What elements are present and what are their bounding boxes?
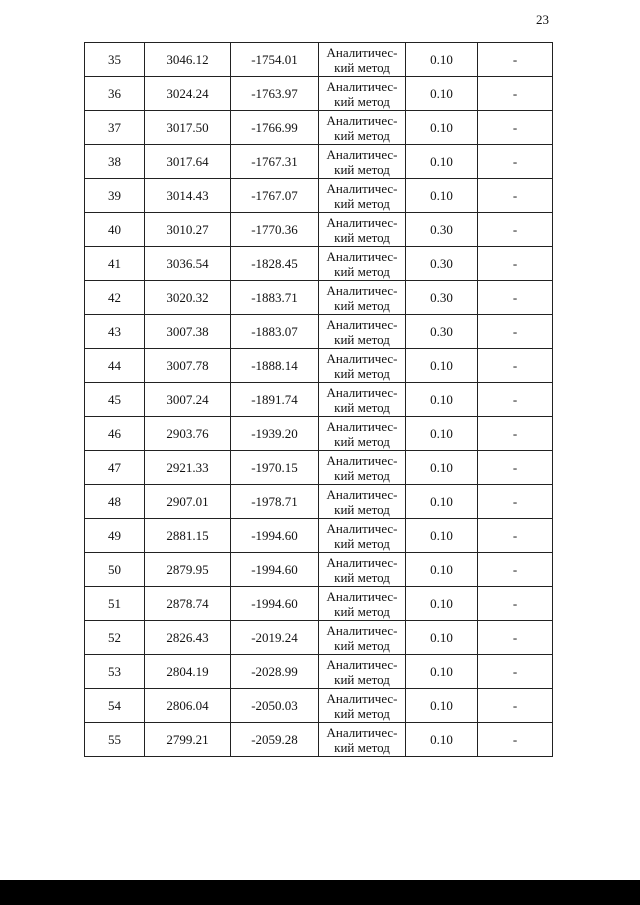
y-coordinate-cell: -1754.01 — [231, 43, 319, 77]
x-coordinate-cell: 2907.01 — [145, 485, 231, 519]
x-coordinate-cell: 2903.76 — [145, 417, 231, 451]
x-coordinate-cell: 3007.38 — [145, 315, 231, 349]
point-number-cell: 48 — [85, 485, 145, 519]
accuracy-cell: 0.10 — [406, 349, 478, 383]
y-coordinate-cell: -1828.45 — [231, 247, 319, 281]
point-number-cell: 52 — [85, 621, 145, 655]
accuracy-cell: 0.10 — [406, 587, 478, 621]
y-coordinate-cell: -2028.99 — [231, 655, 319, 689]
note-cell: - — [478, 621, 553, 655]
table-row — [85, 315, 553, 349]
table-body — [85, 43, 553, 757]
accuracy-cell: 0.10 — [406, 723, 478, 757]
method-cell: Аналитичес- кий метод — [319, 111, 406, 145]
table-row — [85, 383, 553, 417]
x-coordinate-cell: 3007.78 — [145, 349, 231, 383]
accuracy-cell: 0.10 — [406, 451, 478, 485]
note-cell: - — [478, 213, 553, 247]
table-row — [85, 587, 553, 621]
point-number-cell: 54 — [85, 689, 145, 723]
point-number-cell: 38 — [85, 145, 145, 179]
note-cell: - — [478, 417, 553, 451]
y-coordinate-cell: -1939.20 — [231, 417, 319, 451]
x-coordinate-cell: 3010.27 — [145, 213, 231, 247]
note-cell: - — [478, 655, 553, 689]
method-cell: Аналитичес- кий метод — [319, 315, 406, 349]
y-coordinate-cell: -1766.99 — [231, 111, 319, 145]
point-number-cell: 50 — [85, 553, 145, 587]
y-coordinate-cell: -1763.97 — [231, 77, 319, 111]
x-coordinate-cell: 2879.95 — [145, 553, 231, 587]
accuracy-cell: 0.10 — [406, 179, 478, 213]
note-cell: - — [478, 247, 553, 281]
x-coordinate-cell: 2826.43 — [145, 621, 231, 655]
note-cell: - — [478, 519, 553, 553]
note-cell: - — [478, 485, 553, 519]
table-row — [85, 43, 553, 77]
y-coordinate-cell: -1767.07 — [231, 179, 319, 213]
point-number-cell: 37 — [85, 111, 145, 145]
accuracy-cell: 0.10 — [406, 43, 478, 77]
point-number-cell: 36 — [85, 77, 145, 111]
accuracy-cell: 0.10 — [406, 689, 478, 723]
note-cell: - — [478, 281, 553, 315]
accuracy-cell: 0.10 — [406, 417, 478, 451]
accuracy-cell: 0.10 — [406, 383, 478, 417]
note-cell: - — [478, 451, 553, 485]
point-number-cell: 49 — [85, 519, 145, 553]
accuracy-cell: 0.10 — [406, 145, 478, 179]
note-cell: - — [478, 349, 553, 383]
table-row — [85, 519, 553, 553]
x-coordinate-cell: 3020.32 — [145, 281, 231, 315]
x-coordinate-cell: 2921.33 — [145, 451, 231, 485]
point-number-cell: 39 — [85, 179, 145, 213]
table-row — [85, 179, 553, 213]
point-number-cell: 44 — [85, 349, 145, 383]
accuracy-cell: 0.10 — [406, 77, 478, 111]
method-cell: Аналитичес- кий метод — [319, 43, 406, 77]
page-number: 23 — [536, 12, 549, 27]
method-cell: Аналитичес- кий метод — [319, 655, 406, 689]
y-coordinate-cell: -1770.36 — [231, 213, 319, 247]
note-cell: - — [478, 553, 553, 587]
note-cell: - — [478, 111, 553, 145]
y-coordinate-cell: -1883.07 — [231, 315, 319, 349]
y-coordinate-cell: -1970.15 — [231, 451, 319, 485]
x-coordinate-cell: 3046.12 — [145, 43, 231, 77]
note-cell: - — [478, 587, 553, 621]
method-cell: Аналитичес- кий метод — [319, 383, 406, 417]
coordinates-table — [84, 42, 553, 757]
note-cell: - — [478, 145, 553, 179]
x-coordinate-cell: 2878.74 — [145, 587, 231, 621]
note-cell: - — [478, 43, 553, 77]
method-cell: Аналитичес- кий метод — [319, 587, 406, 621]
accuracy-cell: 0.30 — [406, 315, 478, 349]
y-coordinate-cell: -1994.60 — [231, 519, 319, 553]
method-cell: Аналитичес- кий метод — [319, 417, 406, 451]
y-coordinate-cell: -1994.60 — [231, 587, 319, 621]
method-cell: Аналитичес- кий метод — [319, 349, 406, 383]
table-row — [85, 655, 553, 689]
y-coordinate-cell: -1883.71 — [231, 281, 319, 315]
point-number-cell: 47 — [85, 451, 145, 485]
x-coordinate-cell: 3017.64 — [145, 145, 231, 179]
x-coordinate-cell: 3024.24 — [145, 77, 231, 111]
accuracy-cell: 0.10 — [406, 111, 478, 145]
point-number-cell: 42 — [85, 281, 145, 315]
method-cell: Аналитичес- кий метод — [319, 553, 406, 587]
table-row — [85, 145, 553, 179]
method-cell: Аналитичес- кий метод — [319, 77, 406, 111]
method-cell: Аналитичес- кий метод — [319, 281, 406, 315]
table-row — [85, 77, 553, 111]
table-row — [85, 451, 553, 485]
accuracy-cell: 0.30 — [406, 247, 478, 281]
scan-bottom-bar — [0, 880, 640, 905]
y-coordinate-cell: -1888.14 — [231, 349, 319, 383]
y-coordinate-cell: -1978.71 — [231, 485, 319, 519]
y-coordinate-cell: -2059.28 — [231, 723, 319, 757]
y-coordinate-cell: -2050.03 — [231, 689, 319, 723]
table-row — [85, 553, 553, 587]
y-coordinate-cell: -1891.74 — [231, 383, 319, 417]
point-number-cell: 41 — [85, 247, 145, 281]
method-cell: Аналитичес- кий метод — [319, 247, 406, 281]
x-coordinate-cell: 2799.21 — [145, 723, 231, 757]
point-number-cell: 51 — [85, 587, 145, 621]
table-row — [85, 689, 553, 723]
point-number-cell: 43 — [85, 315, 145, 349]
point-number-cell: 46 — [85, 417, 145, 451]
method-cell: Аналитичес- кий метод — [319, 213, 406, 247]
table-row — [85, 247, 553, 281]
y-coordinate-cell: -1994.60 — [231, 553, 319, 587]
accuracy-cell: 0.10 — [406, 553, 478, 587]
table-row — [85, 485, 553, 519]
note-cell: - — [478, 179, 553, 213]
method-cell: Аналитичес- кий метод — [319, 485, 406, 519]
table-row — [85, 621, 553, 655]
table-row — [85, 281, 553, 315]
note-cell: - — [478, 383, 553, 417]
method-cell: Аналитичес- кий метод — [319, 145, 406, 179]
note-cell: - — [478, 723, 553, 757]
accuracy-cell: 0.10 — [406, 485, 478, 519]
method-cell: Аналитичес- кий метод — [319, 621, 406, 655]
point-number-cell: 45 — [85, 383, 145, 417]
accuracy-cell: 0.30 — [406, 281, 478, 315]
x-coordinate-cell: 3014.43 — [145, 179, 231, 213]
table-row — [85, 349, 553, 383]
point-number-cell: 55 — [85, 723, 145, 757]
method-cell: Аналитичес- кий метод — [319, 179, 406, 213]
table-row — [85, 111, 553, 145]
point-number-cell: 53 — [85, 655, 145, 689]
x-coordinate-cell: 3007.24 — [145, 383, 231, 417]
y-coordinate-cell: -2019.24 — [231, 621, 319, 655]
table-row — [85, 723, 553, 757]
x-coordinate-cell: 2806.04 — [145, 689, 231, 723]
accuracy-cell: 0.30 — [406, 213, 478, 247]
point-number-cell: 35 — [85, 43, 145, 77]
x-coordinate-cell: 3036.54 — [145, 247, 231, 281]
accuracy-cell: 0.10 — [406, 621, 478, 655]
method-cell: Аналитичес- кий метод — [319, 451, 406, 485]
x-coordinate-cell: 2881.15 — [145, 519, 231, 553]
note-cell: - — [478, 315, 553, 349]
table-row — [85, 417, 553, 451]
method-cell: Аналитичес- кий метод — [319, 723, 406, 757]
method-cell: Аналитичес- кий метод — [319, 519, 406, 553]
method-cell: Аналитичес- кий метод — [319, 689, 406, 723]
x-coordinate-cell: 2804.19 — [145, 655, 231, 689]
y-coordinate-cell: -1767.31 — [231, 145, 319, 179]
note-cell: - — [478, 689, 553, 723]
table-row — [85, 213, 553, 247]
point-number-cell: 40 — [85, 213, 145, 247]
note-cell: - — [478, 77, 553, 111]
accuracy-cell: 0.10 — [406, 655, 478, 689]
x-coordinate-cell: 3017.50 — [145, 111, 231, 145]
accuracy-cell: 0.10 — [406, 519, 478, 553]
